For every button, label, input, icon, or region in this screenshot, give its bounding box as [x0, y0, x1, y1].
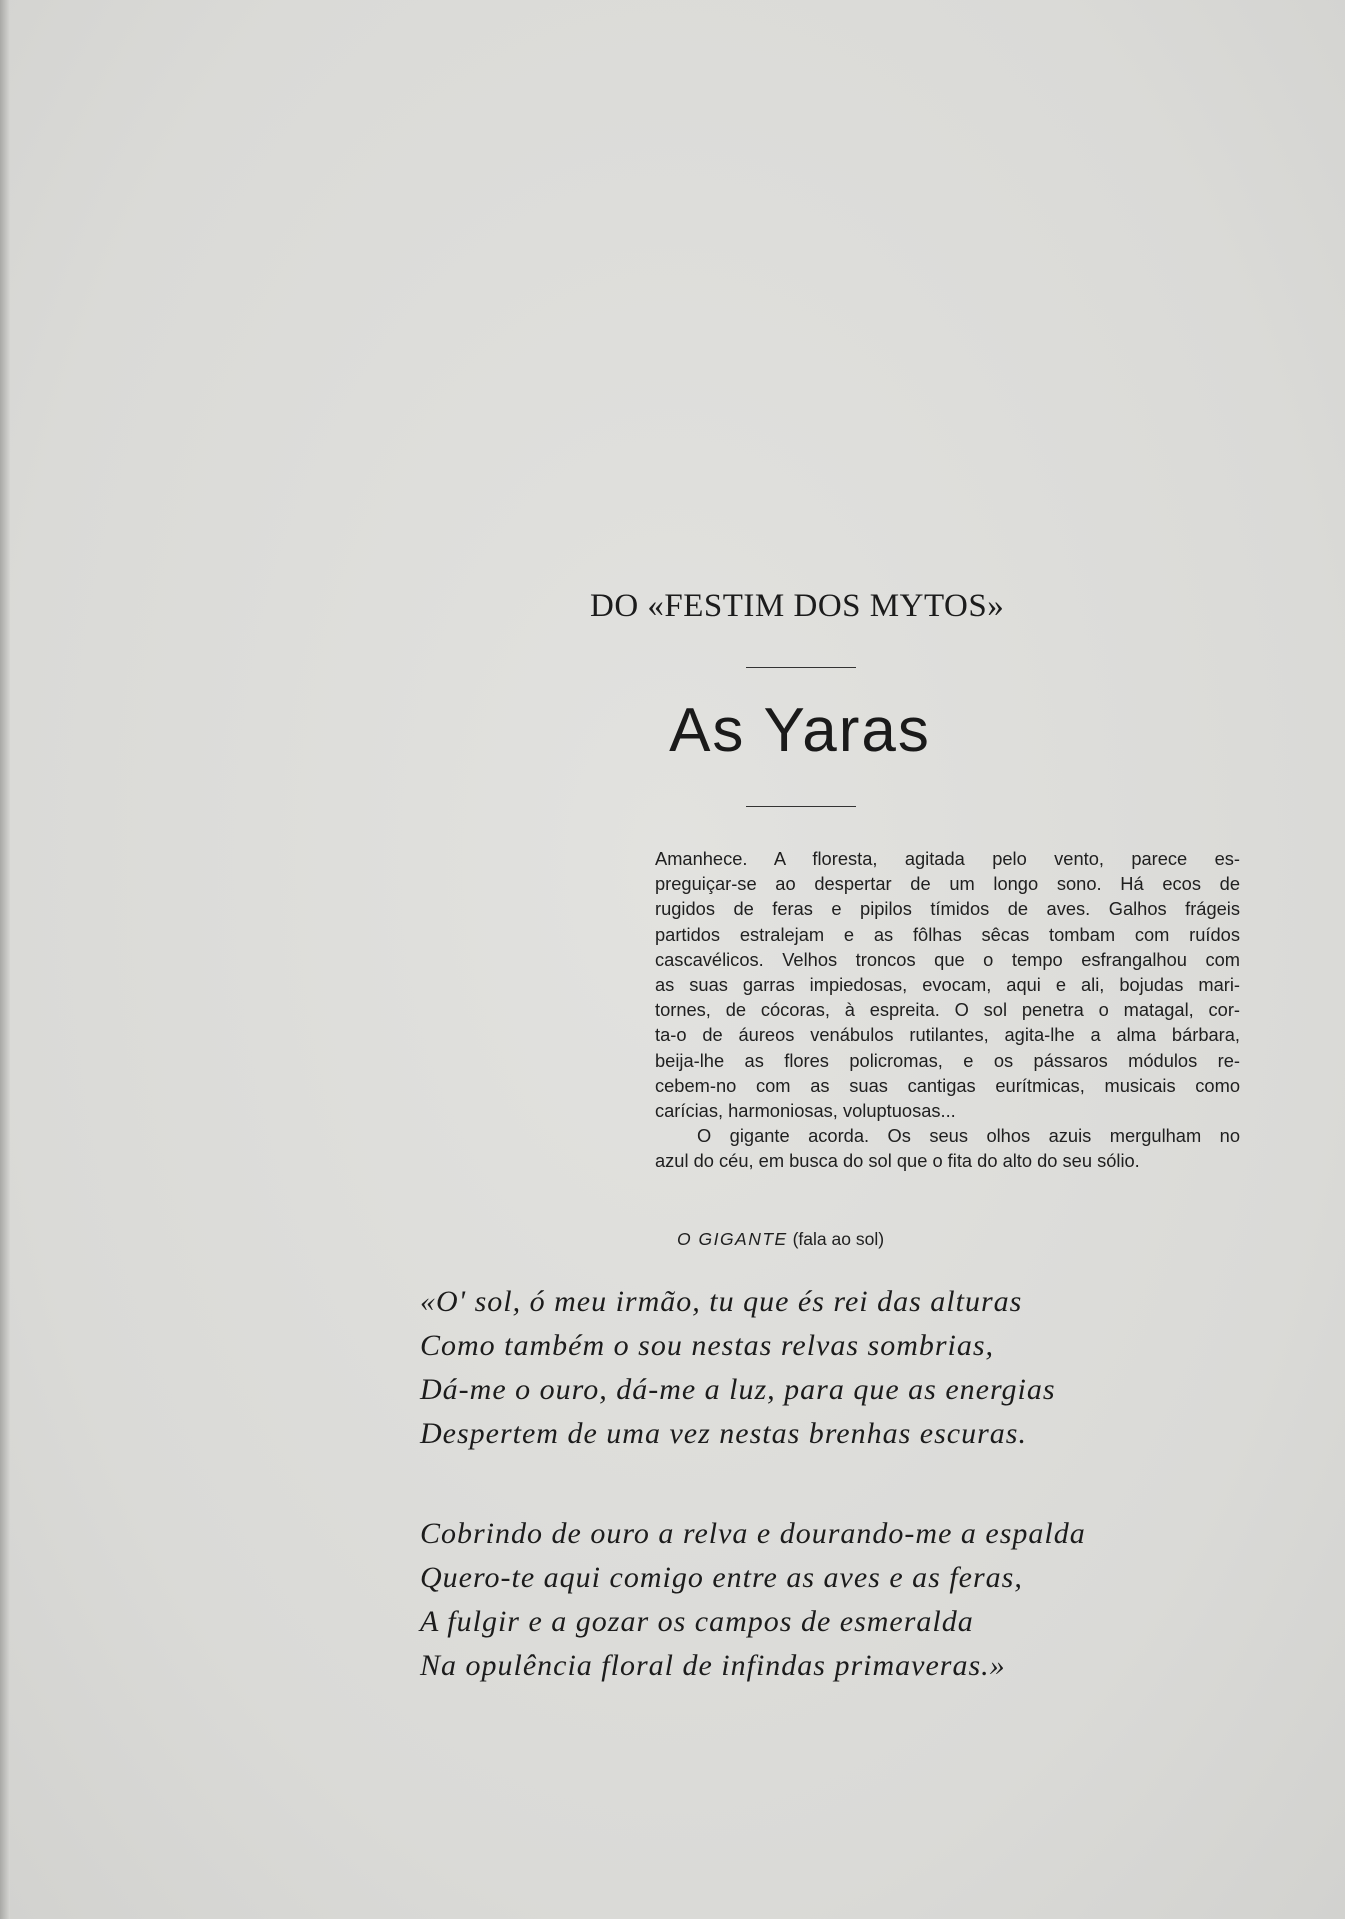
- speaker-name: O GIGANTE: [677, 1229, 788, 1249]
- poem-title: As Yaras: [669, 696, 931, 765]
- verse-line: Como também o sou nestas relvas sombrias,: [420, 1329, 995, 1362]
- prose-line: preguiçar-se ao despertar de um longo sono. Há ecos de: [655, 873, 1240, 895]
- prose-line: O gigante acorda. Os seus olhos azuis mergulham no: [697, 1125, 1240, 1147]
- poem-stanza-1: [420, 1280, 1220, 1456]
- prose-line: rugidos de feras e pipilos tímidos de aves. Galhos frágeis: [655, 898, 1240, 920]
- prose-line: as suas garras impiedosas, evocam, aqui e ali, bojudas mari-: [655, 974, 1240, 996]
- page-edge-shadow: [0, 0, 10, 1919]
- title-rule-bottom: [746, 806, 856, 807]
- prose-line: ta-o de áureos venábulos rutilantes, agita-lhe a alma bárbara,: [655, 1024, 1240, 1046]
- prose-line: cebem-no com as suas cantigas eurítmicas, musicais como: [655, 1074, 1240, 1096]
- verse-line: Despertem de uma vez nestas brenhas escuras.: [420, 1417, 1027, 1450]
- speaker-cue: [677, 1229, 884, 1250]
- title-rule-top: [746, 667, 856, 668]
- verse-line: Cobrindo de ouro a relva e dourando-me a espalda: [420, 1517, 1086, 1550]
- prose-line: azul do céu, em busca do sol que o fita do alto do seu sólio.: [655, 1150, 1140, 1172]
- prose-line: Amanhece. A floresta, agitada pelo vento, parece es-: [655, 848, 1240, 869]
- prose-line: beija-lhe as flores policromas, e os pássaros módulos re-: [655, 1049, 1240, 1071]
- verse-line: «O' sol, ó meu irmão, tu que és rei das alturas: [420, 1285, 1023, 1318]
- verse-line: Quero-te aqui comigo entre as aves e as feras,: [420, 1561, 1023, 1594]
- prose-line: tornes, de cócoras, à espreita. O sol penetra o matagal, cor-: [655, 999, 1240, 1021]
- prose-line: carícias, harmoniosas, voluptuosas...: [655, 1100, 956, 1122]
- stage-direction: (fala ao sol): [792, 1229, 885, 1249]
- prose-line: partidos estralejam e as fôlhas sêcas tombam com ruídos: [655, 923, 1240, 945]
- verse-line: Na opulência floral de infindas primaveras.»: [420, 1649, 1006, 1682]
- verse-line: A fulgir e a gozar os campos de esmeralda: [420, 1605, 974, 1638]
- prose-line: cascavélicos. Velhos troncos que o tempo esfrangalhou com: [655, 948, 1240, 970]
- verse-line: Dá-me o ouro, dá-me a luz, para que as energias: [420, 1373, 1056, 1406]
- section-heading: DO «FESTIM DOS MYTOS»: [590, 588, 1005, 624]
- prose-introduction: [655, 846, 1240, 1174]
- poem-stanza-2: [420, 1512, 1220, 1688]
